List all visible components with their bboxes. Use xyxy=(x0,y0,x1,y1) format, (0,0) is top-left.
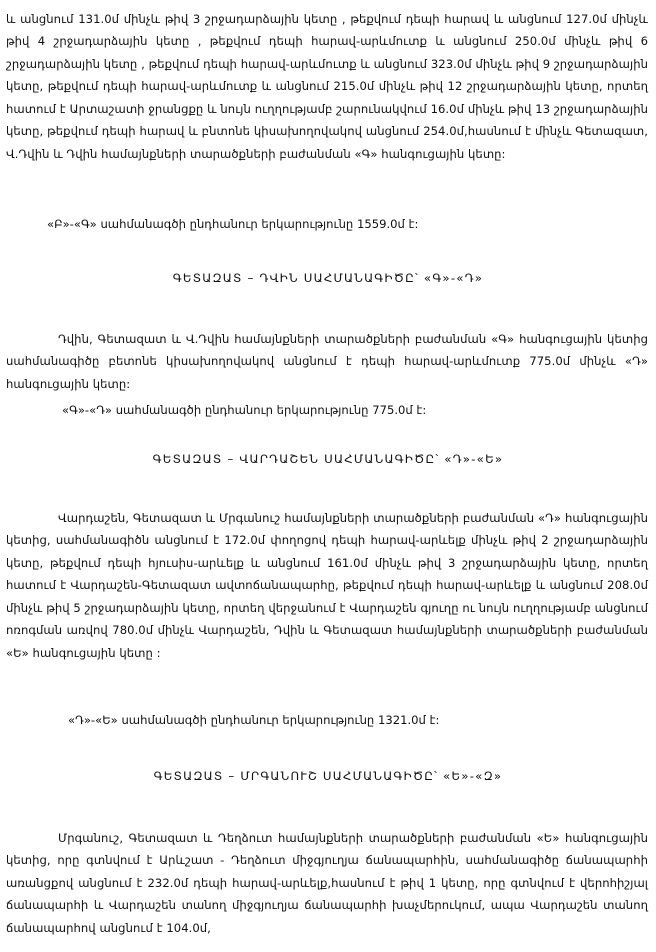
paragraph-getazat-mrganush: Մրգանուշ, Գետազատ և Դեղձուտ համայնքների տարածքների բաժանման «Ե» հանգուցային կետից, որը գտնվում է Արևշատ - Դեղձուտ միջգյուղյա ճանապարհին, սահմանագիծը ճանապարհի առանցքով անցնում է 232.0մ դեպի հարավ-արևելք,հասնում է թիվ 1 կետը, որը գտնվում է վերոհիշյալ ճանապարհի և Վարդաշեն տանող միջգյուղյա ճանապարհի խաչմերուկում, ապա Վարդաշեն տանող ճանապարհով անցնում է 104.0մ, xyxy=(6,830,648,935)
paragraph-getazat-dvin: Դվին, Գետազատ և Վ.Դվին համայնքների տարածքների բաժանման «Գ» հանգուցային կետից սահմանագիծը բետոնե կիսախողովակով անցնում է դեպի հարավ-արևմուտք 775.0մ մինչև «Դ» հանգուցային կետը: xyxy=(6,331,648,391)
paragraph-getazat-vardashen: Վարդաշեն, Գետազատ և Մրգանուշ համայնքների տարածքների բաժանման «Դ» հանգուցային կետից, սահմանագիծն անցնում է 172.0մ փողոցով դեպի հարավ-արևելք մինչև թիվ 2 շրջադարձային կետը, թեքվում դեպի հյուսիս-արևելք և անցնում 161.0մ մինչև թիվ 3 շրջադարձային կետը, որտեղ հատում է Վարդաշեն-Գետազատ ավտոճանապարհը, թեքվում դեպի հարավ-արևելք և անցնում 208.0մ մինչև թիվ 5 շրջադարձային կետը, որտեղ վերջանում է Վարդաշեն գյուղը ու նույն ուղղությամբ անցնում ոռոգման առվով 780.0մ մինչև Վարդաշեն, Դվին և Գետազատ համայնքների տարածքների բաժանման «Ե» հանգուցային կետը : xyxy=(6,510,648,660)
segment-length-b-g: «Բ»-«Գ» սահմանագծի ընդհանուր երկարությունը 1559.0մ է: xyxy=(47,217,419,231)
section-heading-getazat-mrganush: ԳԵՏԱԶԱՏ – ՄՐԳԱՆՈՒՇ ՍԱՀՄԱՆԱԳԻԾԸ՝ «Ե»-«Զ» xyxy=(153,769,503,783)
section-heading-getazat-vardashen: ԳԵՏԱԶԱՏ – ՎԱՐԴԱՇԵՆ ՍԱՀՄԱՆԱԳԻԾԸ՝ «Դ»-«Ե» xyxy=(152,452,504,466)
segment-length-g-d: «Գ»-«Դ» սահմանագծի ընդհանուր երկարությունը 775.0մ է: xyxy=(62,403,427,417)
segment-length-d-e: «Դ»-«Ե» սահմանագծի ընդհանուր երկարությունը 1321.0մ է: xyxy=(68,713,440,727)
paragraph-gb-continuation: և անցնում 131.0մ մինչև թիվ 3 շրջադարձային կետը , թեքվում դեպի հարավ և անցնում 127.0մ մինչև թիվ 4 շրջադարձային կետը , թեքվում դեպի հարավ-արևմուտք և անցնում 250.0մ մինչև թիվ 6 շրջադարձային կետը , թեքվում դեպի հարավ-արևմուտք և անցնում 323.0մ մինչև թիվ 9 շրջադարձային կետը, թեքվում դեպի հարավ-արևմուտք և անցնում 215.0մ մինչև թիվ 12 շրջադարձային կետը, որտեղ հատում է Արտաշատի ջրանցքը և նույն ուղղությամբ շարունակվում 16.0մ մինչև թիվ 13 շրջադարձային կետը, թեքվում դեպի հարավ և բնտոնե կիսախողովակով անցնում 254.0մ,հասնում է մինչև Գետազատ, Վ.Դվին և Դվին համայնքների տարածքների բաժանման «Գ» հանգուցային կետը: xyxy=(6,11,648,161)
section-heading-getazat-dvin: ԳԵՏԱԶԱՏ – ԴՎԻՆ ՍԱՀՄԱՆԱԳԻԾԸ՝ «Գ»-«Դ» xyxy=(172,271,484,285)
